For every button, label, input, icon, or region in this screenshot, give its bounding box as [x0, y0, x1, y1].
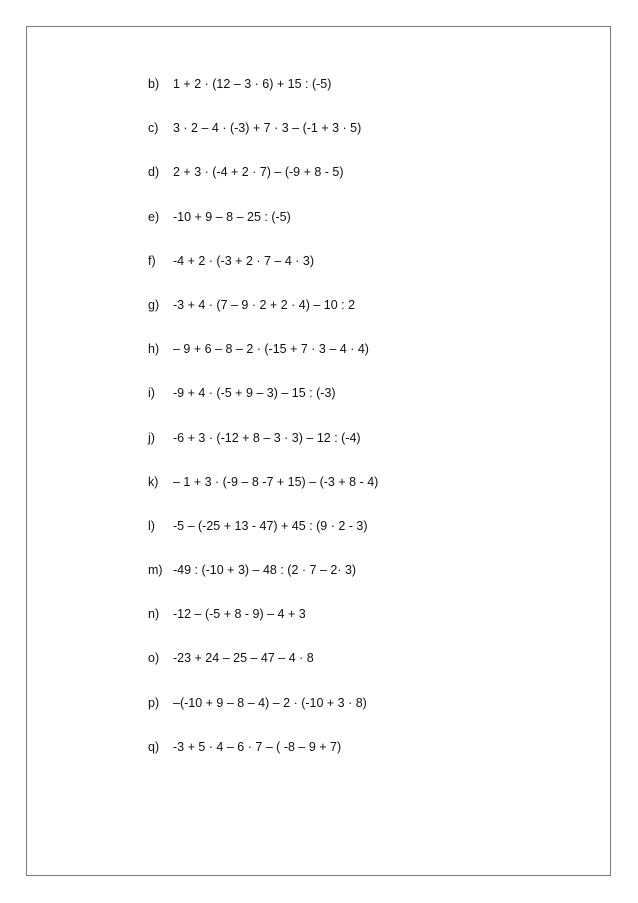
exercise-letter: p) — [148, 695, 160, 710]
exercise-expression: -49 : (-10 + 3) – 48 : (2 · 7 – 2· 3) — [173, 563, 357, 578]
exercise-letter: i) — [148, 386, 155, 401]
exercise-expression: 1 + 2 · (12 – 3 · 6) + 15 : (-5) — [173, 77, 332, 91]
exercise-letter: o) — [148, 651, 160, 666]
exercise-expression: -23 + 24 – 25 – 47 – 4 · 8 — [173, 651, 314, 666]
exercise-letter: d) — [148, 165, 160, 180]
exercise-letter: n) — [148, 607, 160, 622]
exercise-expression: –(-10 + 9 – 8 – 4) – 2 · (-10 + 3 · 8) — [173, 695, 367, 710]
exercise-expression: -5 – (-25 + 13 - 47) + 45 : (9 · 2 - 3) — [173, 518, 368, 533]
exercise-expression: -10 + 9 – 8 – 25 : (-5) — [173, 209, 291, 224]
exercise-expression: -12 – (-5 + 8 - 9) – 4 + 3 — [173, 607, 306, 622]
exercise-letter: h) — [148, 342, 160, 357]
exercise-letter: b) — [148, 77, 160, 91]
exercise-letter: m) — [148, 563, 163, 578]
exercise-expression: -4 + 2 · (-3 + 2 · 7 – 4 · 3) — [173, 253, 315, 268]
exercise-expression: -9 + 4 · (-5 + 9 – 3) – 15 : (-3) — [173, 386, 336, 401]
exercise-letter: f) — [148, 253, 156, 268]
exercise-letter: e) — [148, 209, 160, 224]
exercise-letter: l) — [148, 518, 155, 533]
exercise-letter: q) — [148, 739, 160, 754]
exercise-letter: j) — [148, 430, 155, 445]
exercise-letter: k) — [148, 474, 159, 489]
exercise-expression: -6 + 3 · (-12 + 8 – 3 · 3) – 12 : (-4) — [173, 430, 361, 445]
exercise-expression: -3 + 4 · (7 – 9 · 2 + 2 · 4) – 10 : 2 — [173, 297, 356, 312]
exercise-letter: g) — [148, 297, 160, 312]
exercise-expression: – 1 + 3 · (-9 – 8 -7 + 15) – (-3 + 8 - 4) — [173, 474, 379, 489]
exercise-expression: 2 + 3 · (-4 + 2 · 7) – (-9 + 8 - 5) — [173, 165, 344, 180]
exercise-expression: – 9 + 6 – 8 – 2 · (-15 + 7 · 3 – 4 · 4) — [173, 342, 369, 357]
exercise-expression: 3 · 2 – 4 · (-3) + 7 · 3 – (-1 + 3 · 5) — [173, 121, 362, 136]
exercise-letter: c) — [148, 121, 159, 136]
exercise-expression: -3 + 5 · 4 – 6 · 7 – ( -8 – 9 + 7) — [173, 739, 342, 754]
